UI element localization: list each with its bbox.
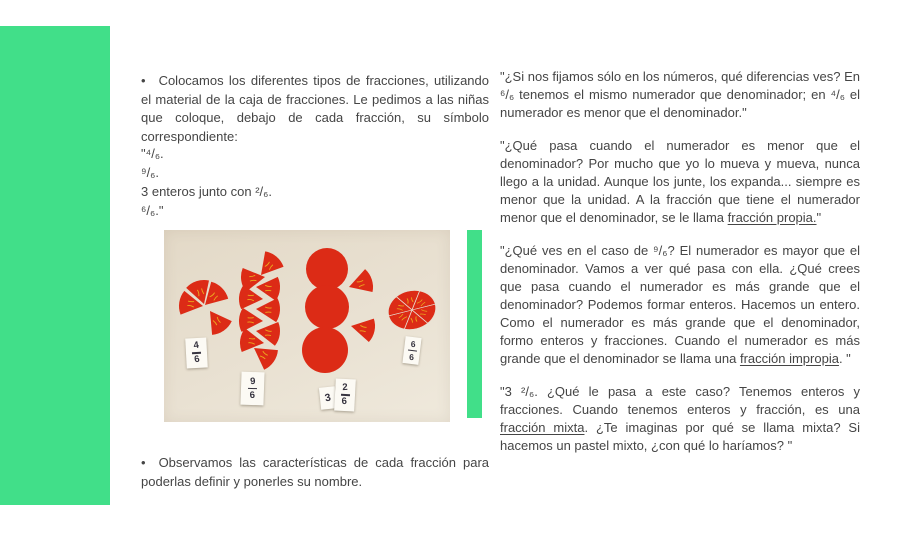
card-denominator: 6 (341, 396, 348, 408)
fraction-card-2-6 (334, 378, 356, 411)
quote-paragraph-fraccion-propia: "¿Qué pasa cuando el numerador es menor que el denominador? Por mucho que yo lo mueva y mueva, nunca llego a la unidad. Aunque los junte, los expanda... siempre es menor que la unidad. A la fracción que tiene el numerador menor que el denominador, se le llama fracción propia." (500, 138, 860, 225)
quote-line: "⁴/₆. (141, 146, 164, 161)
quote-line: 3 enteros junto con ²/₆. (141, 184, 272, 199)
quote-line: ⁹/₆. (141, 165, 160, 180)
quote-paragraph-fraccion-impropia: "¿Qué ves en el caso de ⁹/₆? El numerador es mayor que el denominador. Vamos a ver qué pasa con ella. ¿Qué crees que pasa cuando el numerador es más grande que el denominador? Podemos formar enteros. Hacemos un entero. Como el numerador es más grande que el denominador, formo enteros y fracciones. Cuando el numerador es más grande que el denominador se llama una fracción impropia. " (500, 243, 860, 366)
fraction-card-4-6 (185, 337, 208, 368)
fraction-pieces-graphic (164, 230, 450, 422)
quote-line: ⁶/₆." (141, 203, 164, 218)
card-denominator: 6 (249, 389, 256, 401)
bullet-item-colocamos (141, 72, 489, 146)
card-denominator: 6 (193, 353, 201, 366)
card-numerator: 2 (342, 382, 349, 394)
fraction-symbols-quote (141, 144, 489, 220)
bullet-text: Observamos las características de cada fracción para poderlas definir y ponerles su nombre. (141, 455, 489, 489)
bullet-marker: • (141, 73, 146, 88)
green-accent-photo-bar (467, 230, 482, 418)
left-column (141, 72, 489, 146)
group-4-6-pieces (177, 277, 233, 337)
fraction-card-9-6 (240, 372, 264, 406)
group-9-6-pieces (238, 249, 286, 372)
right-column (500, 68, 860, 470)
card-denominator: 6 (408, 351, 414, 362)
quote-paragraph-fraccion-mixta: "3 ²/₆. ¿Qué le pasa a este caso? Tenemos enteros y fracciones. Cuando tenemos enteros y fracción, es una fracción mixta. ¿Te imaginas por qué se llama mixta? Si hacemos un pastel mixto, ¿con qué lo haríamos? " (500, 384, 860, 453)
card-value: 3 (323, 391, 333, 405)
bullet-marker: • (141, 455, 146, 470)
bullet-text: Colocamos los diferentes tipos de fracciones, utilizando el material de la caja de fracciones. Le pedimos a las niñas que coloque, debajo de cada fracción, su símbolo correspondiente: (141, 73, 489, 144)
card-numerator: 6 (410, 338, 416, 349)
fraction-card-6-6 (402, 336, 421, 365)
card-numerator: 4 (192, 340, 200, 352)
green-accent-left (0, 26, 110, 505)
fraction-material-photo (164, 230, 450, 422)
group-3-wholes-and-2-6-pieces (302, 248, 377, 373)
card-numerator: 9 (249, 375, 256, 388)
quote-paragraph-numeradores: "¿Si nos fijamos sólo en los números, qué diferencias ves? En ⁶/₆ tenemos el mismo numerador que denominador; en ⁴/₆ el numerador es menor que el denominador." (500, 69, 860, 120)
bullet-item-observamos (141, 454, 489, 491)
group-6-6-circle (381, 285, 442, 335)
left-column-bottom (141, 454, 489, 491)
